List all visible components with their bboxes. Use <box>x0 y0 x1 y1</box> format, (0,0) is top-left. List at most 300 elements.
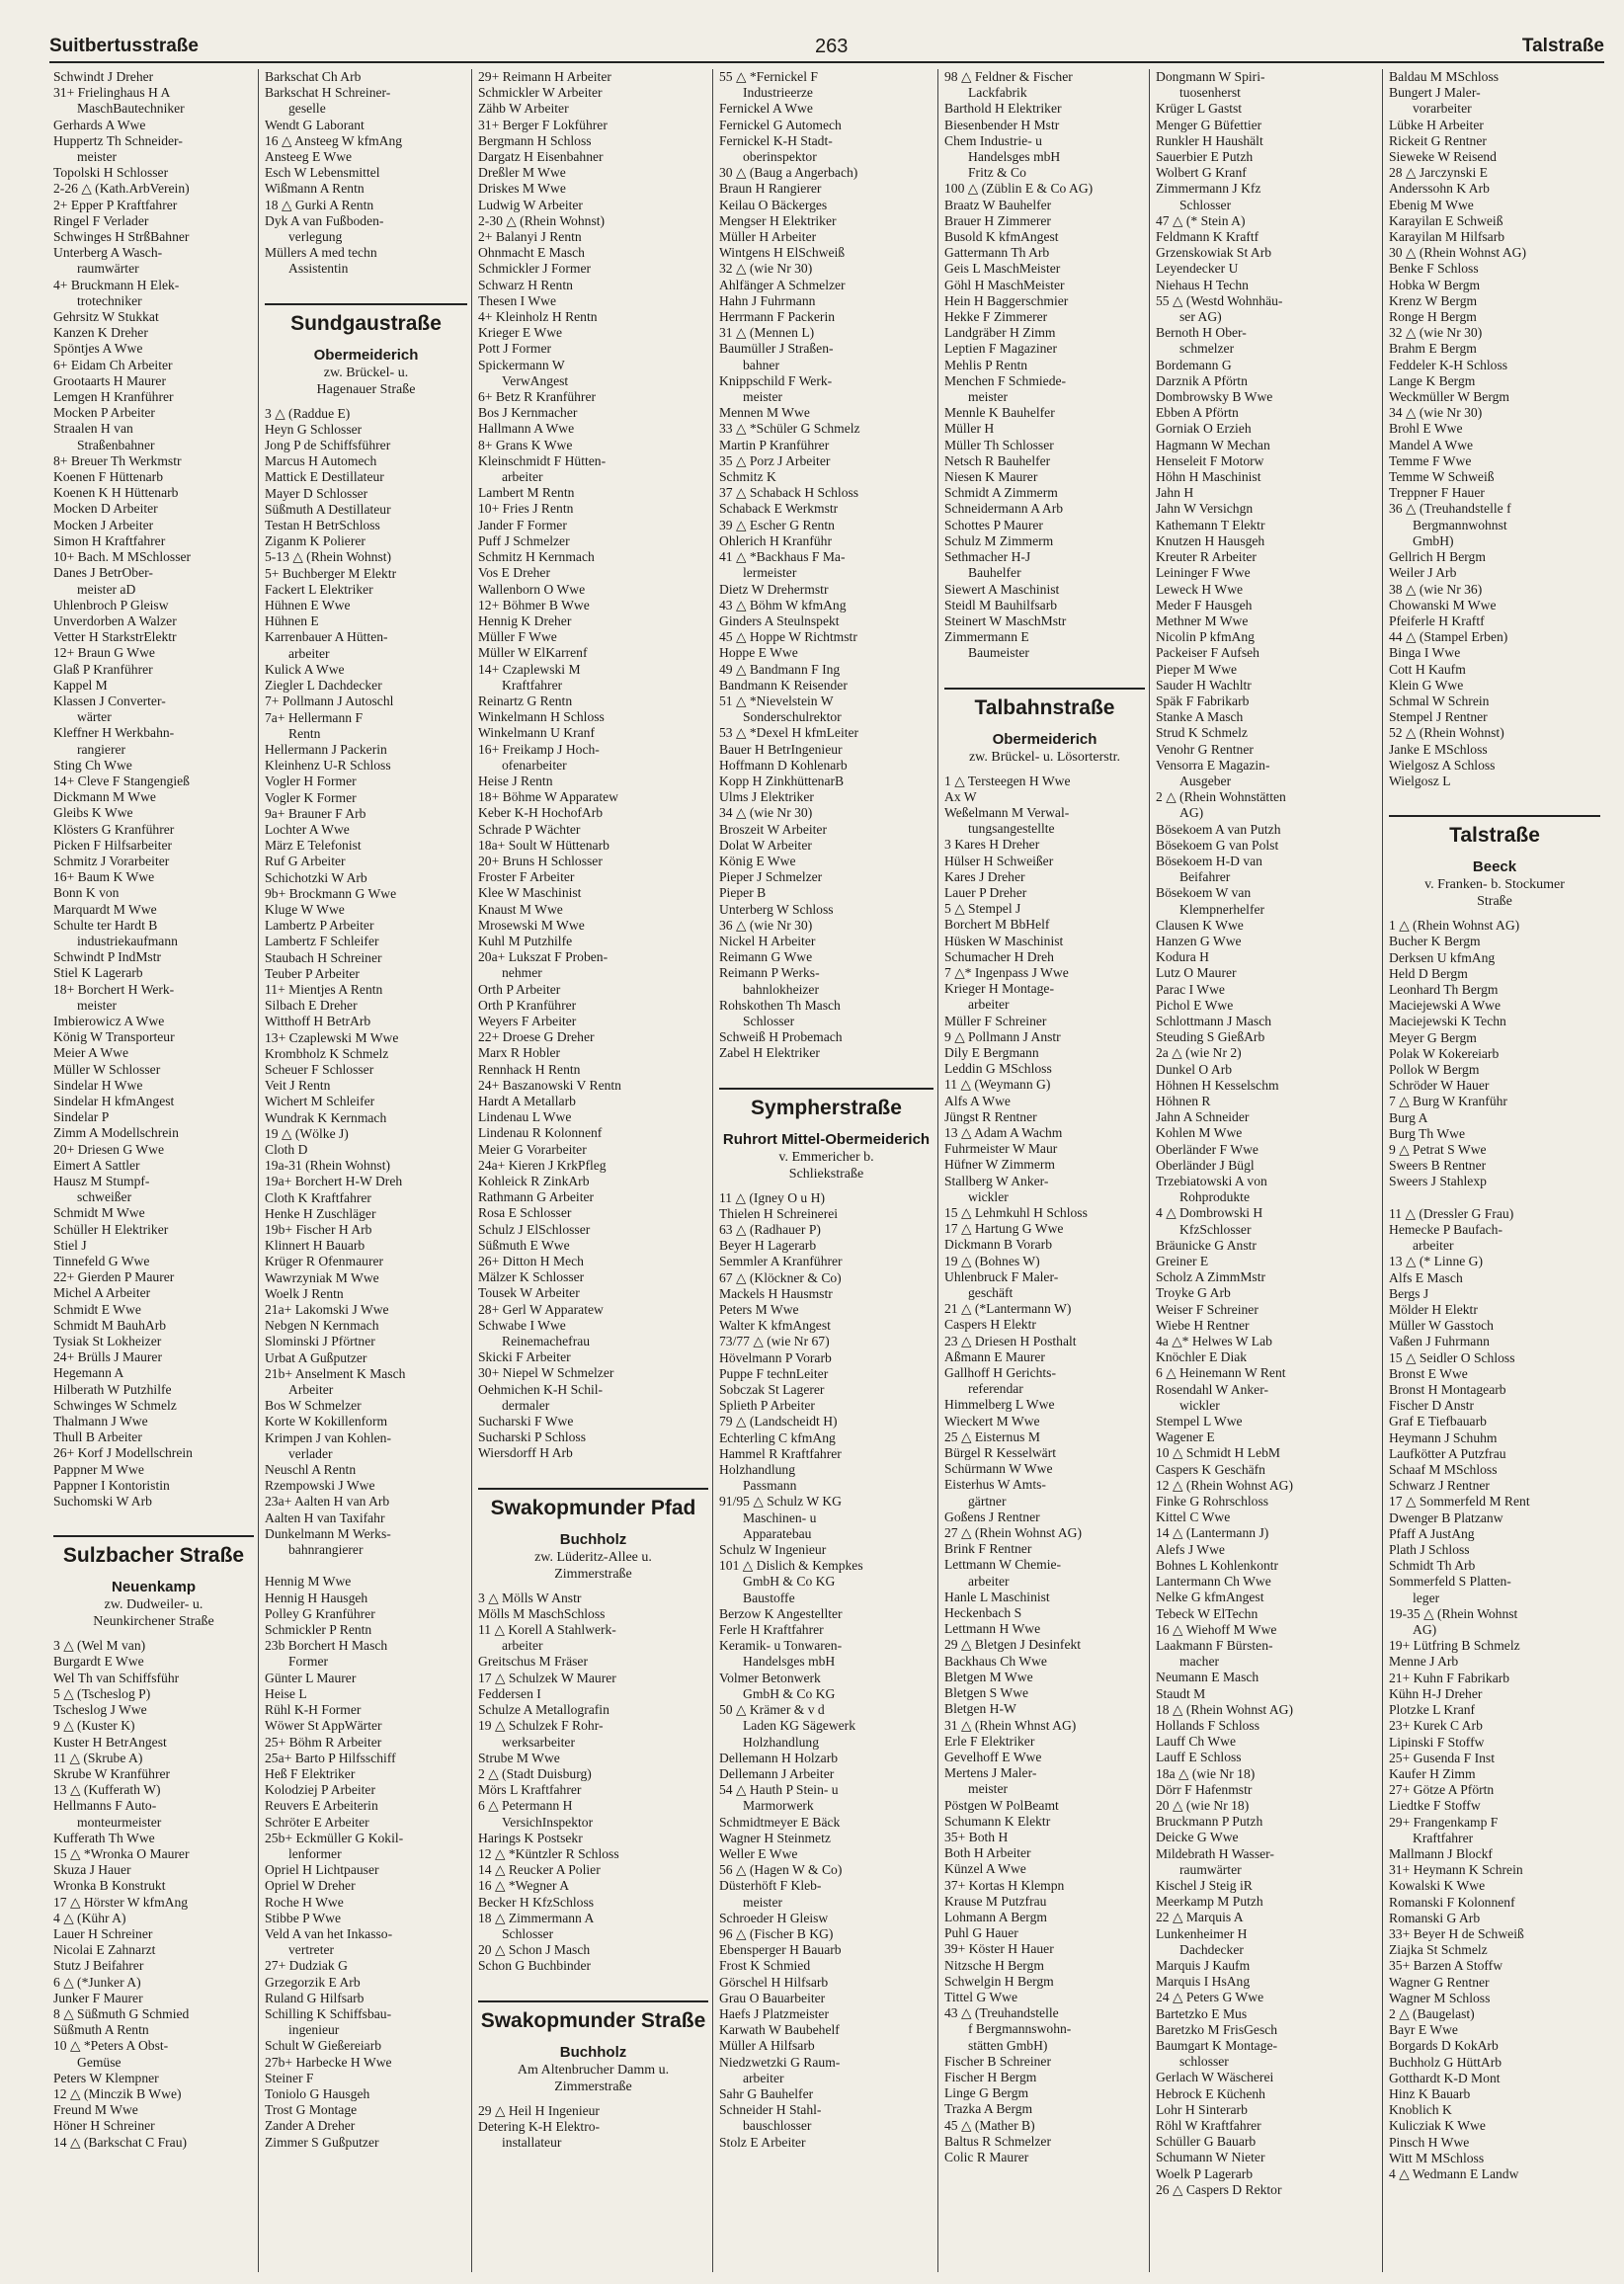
entry-line: 23 △ Driesen H Posthalt <box>944 1333 1077 1348</box>
entry-line: meister aD <box>77 581 136 597</box>
entry-line: 25+ Böhm R Arbeiter <box>265 1734 382 1750</box>
page-header <box>49 28 1604 61</box>
entry-line: Mackels H Hausmstr <box>719 1285 833 1301</box>
entry-line: Maciejewski A Wwe <box>1389 998 1502 1014</box>
entry-line: 44 △ (Stampel Erben) <box>1389 629 1508 645</box>
entry-line: 4 △ (Kühr A) <box>53 1910 126 1925</box>
entry-line: Froster F Arbeiter <box>478 869 575 885</box>
entry-line: Kulick A Wwe <box>265 661 345 677</box>
entry-line: Hövelmann P Vorarb <box>719 1349 832 1365</box>
entry-line: 31 △ (Mennen L) <box>719 325 815 341</box>
entry-line: Karrenbauer A Hütten- <box>265 629 388 645</box>
entry-line: Lochter A Wwe <box>265 821 350 837</box>
entry-line: Driskes M Wwe <box>478 181 566 197</box>
entry-line: Gehrsitz W Stukkat <box>53 309 159 325</box>
entry-line: 20 △ Schon J Masch <box>478 1942 591 1958</box>
entry-line: 3 △ (Wel M van) <box>53 1638 146 1654</box>
entry-line: Baumgart K Montage- <box>1156 2037 1278 2053</box>
entry-line: Burg Th Wwe <box>1389 1125 1466 1141</box>
entry-line: Krüger L Gastst <box>1156 101 1243 117</box>
entry-line: Rickeit G Rentner <box>1389 132 1487 148</box>
entry-line: 26+ Korf J Modellschrein <box>53 1445 193 1461</box>
entry-line: 6 △ (*Junker A) <box>53 1974 141 1990</box>
entry-line: Meier G Vorarbeiter <box>478 1141 587 1157</box>
entry-line: Hahn J Fuhrmann <box>719 292 816 308</box>
entry-line: Schwindt P IndMstr <box>53 949 162 965</box>
entry-line: 26+ Ditton H Mech <box>478 1254 584 1269</box>
entry-line: Buchholz G HüttArb <box>1389 2054 1502 2070</box>
entry-line: Ziegler L Dachdecker <box>265 678 382 693</box>
entry-line: Kreuter R Arbeiter <box>1156 549 1257 565</box>
entry-line: Hennig H Hausgeh <box>265 1590 368 1605</box>
entry-line: Müller H <box>944 421 995 437</box>
entry-line: Kittel C Wwe <box>1156 1509 1231 1525</box>
entry-line: Schlosser <box>743 1013 795 1028</box>
entry-line: März E Telefonist <box>265 838 362 854</box>
entry-line: bahnrangierer <box>288 1542 364 1558</box>
entry-line: 19 △ Schulzek F Rohr- <box>478 1718 604 1734</box>
entry-line: Sweers B Rentner <box>1389 1158 1487 1174</box>
entry-line: 4a △* Helwes W Lab <box>1156 1334 1272 1349</box>
entry-line: Ziajka St Schmelz <box>1389 1942 1488 1958</box>
entry-line: Bürgel R Kesselwärt <box>944 1445 1057 1461</box>
entry-line: Nebgen N Kernmach <box>265 1318 379 1334</box>
entry-line: Tebeck W ElTechn <box>1156 1605 1259 1621</box>
entry-line: 38 △ (wie Nr 36) <box>1389 581 1483 597</box>
entry-line: Schneider H Stahl- <box>719 2102 822 2118</box>
entry-line: 16 △ Wiehoff M Wwe <box>1156 1621 1277 1637</box>
entry-line: Niehaus H Techn <box>1156 277 1249 292</box>
entry-line: Dickmann B Vorarb <box>944 1237 1052 1253</box>
entry-line: Wagner H Steinmetz <box>719 1830 831 1845</box>
street-extent-line: zw. Dudweiler- u. <box>104 1597 203 1613</box>
entry-line: Colic R Maurer <box>944 2149 1029 2164</box>
entry-line: Walter K kfmAngest <box>719 1318 831 1334</box>
entry-line: meister <box>77 149 118 165</box>
entry-line: Eisterhus W Amts- <box>944 1477 1046 1493</box>
entry-line: Pappner M Wwe <box>53 1461 144 1477</box>
entry-line: 31 △ (Rhein Whnst AG) <box>944 1717 1077 1733</box>
entry-line: 13 △ (* Linne G) <box>1389 1254 1484 1269</box>
entry-line: Schmidt M BauhArb <box>53 1317 167 1333</box>
entry-line: Krüger R Ofenmaurer <box>265 1254 384 1269</box>
entry-line: Becker H KfzSchloss <box>478 1894 595 1910</box>
entry-line: Wendt G Laborant <box>265 117 365 132</box>
entry-line: Knoblich K <box>1389 2102 1452 2118</box>
entry-line: Sindelar H kfmAngest <box>53 1094 175 1108</box>
entry-line: Wronka B Konstrukt <box>53 1878 166 1894</box>
entry-line: Herrmann F Packerin <box>719 309 836 325</box>
entry-line: Wielgosz A Schloss <box>1389 757 1496 773</box>
entry-line: Volmer Betonwerk <box>719 1670 821 1685</box>
entry-line: Bösekoem G van Polst <box>1156 837 1279 853</box>
entry-line: Dellemann H Holzarb <box>719 1750 839 1765</box>
entry-line: MaschBautechniker <box>77 101 185 117</box>
entry-line: Ringel F Verlader <box>53 212 149 228</box>
entry-line: AG) <box>1413 1622 1437 1638</box>
entry-line: Grootaarts H Maurer <box>53 372 166 388</box>
entry-line: 2+ Epper P Kraftfahrer <box>53 197 178 212</box>
entry-line: Huppertz Th Schneider- <box>53 132 183 148</box>
entry-line: Baumüller J Straßen- <box>719 341 834 357</box>
entry-line: Teuber P Arbeiter <box>265 965 360 981</box>
entry-line: 28+ Gerl W Apparatew <box>478 1301 604 1317</box>
entry-line: Greitschus M Fräser <box>478 1654 588 1670</box>
entry-line: Borgards D KokArb <box>1389 2038 1499 2054</box>
entry-line: Alefs J Wwe <box>1156 1541 1225 1557</box>
entry-line: Steiner F <box>265 2070 314 2085</box>
entry-line: Barkschat Ch Arb <box>265 69 362 84</box>
entry-line: Müller A Hilfsarb <box>719 2038 815 2054</box>
entry-line: Temme F Wwe <box>1389 452 1472 468</box>
entry-line: Henke H Zuschläger <box>265 1205 376 1221</box>
entry-line: 22+ Gierden P Maurer <box>53 1269 175 1285</box>
entry-line: 45 △ (Mather B) <box>944 2117 1035 2133</box>
entry-line: Schwarz H Rentn <box>478 277 573 292</box>
entry-line: Kohlen M Wwe <box>1156 1125 1243 1141</box>
entry-line: Kluge W Wwe <box>265 901 345 917</box>
entry-line: 37+ Kortas H Klempn <box>944 1877 1065 1893</box>
entry-line: Kappel M <box>53 677 108 693</box>
entry-line: Heyn G Schlosser <box>265 421 363 437</box>
entry-line: Stempel J Rentner <box>1389 709 1488 725</box>
entry-line: Ferle H Kraftfahrer <box>719 1622 824 1638</box>
entry-line: 10 △ *Peters A Obst- <box>53 2038 169 2054</box>
entry-line: 15 △ Lehmkuhl H Schloss <box>944 1205 1088 1220</box>
entry-line: 100 △ (Züblin E & Co AG) <box>944 181 1094 197</box>
entry-line: Hennig K Dreher <box>478 612 572 628</box>
entry-line: 19 △ (Wölke J) <box>265 1125 349 1141</box>
entry-line: Biesenbender H Mstr <box>944 117 1060 132</box>
entry-line: Dellemann J Arbeiter <box>719 1765 835 1781</box>
entry-line: Lambert M Rentn <box>478 485 575 501</box>
entry-line: Günter L Maurer <box>265 1670 357 1685</box>
entry-line: Dietz W Drehermstr <box>719 581 829 597</box>
entry-line: 45 △ Hoppe W Richtmstr <box>719 629 857 645</box>
entry-line: Baldau M MSchloss <box>1389 69 1500 84</box>
entry-line: Stutz J Beifahrer <box>53 1958 144 1974</box>
entry-line: Müllers A med techn <box>265 245 377 261</box>
entry-line: 10 △ Schmidt H LebM <box>1156 1445 1280 1461</box>
entry-line: Schneidermann A Arb <box>944 501 1064 517</box>
entry-line: Wawrzyniak M Wwe <box>265 1269 379 1285</box>
entry-line: 19a-31 (Rhein Wohnst) <box>265 1158 391 1174</box>
street-extent-line: zw. Brückel- u. <box>323 365 409 380</box>
entry-line: Rühl K-H Former <box>265 1702 362 1718</box>
entry-line: Hallmann A Wwe <box>478 421 575 437</box>
entry-line: Mölls M MaschSchloss <box>478 1605 606 1621</box>
entry-line: Ruf G Arbeiter <box>265 854 346 869</box>
entry-line: referendar <box>968 1381 1023 1397</box>
entry-line: Puhl G Hauer <box>944 1925 1018 1941</box>
entry-line: Bucher K Bergm <box>1389 934 1481 949</box>
page-number: 263 <box>815 36 849 57</box>
entry-line: 19b+ Fischer H Arb <box>265 1222 372 1237</box>
entry-line: Tscheslog J Wwe <box>53 1702 147 1718</box>
entry-line: Freund M Wwe <box>53 2102 138 2118</box>
entry-line: Schmitz K <box>719 469 776 485</box>
entry-line: 18 △ Zimmermann A <box>478 1910 595 1925</box>
entry-line: Ebensperger H Bauarb <box>719 1942 842 1958</box>
entry-line: Lunkenheimer H <box>1156 1925 1248 1941</box>
entry-line: Vogler K Former <box>265 789 357 805</box>
entry-line: Ohlerich H Kranführ <box>719 532 832 548</box>
entry-line: GmbH) <box>1413 532 1454 548</box>
entry-line: Mallmann J Blockf <box>1389 1845 1493 1861</box>
entry-line: 7 △* Ingenpass J Wwe <box>944 964 1069 980</box>
entry-line: Grau O Bauarbeiter <box>719 1990 826 2005</box>
entry-line: Orth P Kranführer <box>478 997 577 1013</box>
entry-line: Braatz W Bauhelfer <box>944 197 1052 212</box>
entry-line: 20a+ Lukszat F Proben- <box>478 949 609 965</box>
entry-line: Lübke H Arbeiter <box>1389 117 1484 132</box>
entry-line: 54 △ Hauth P Stein- u <box>719 1782 839 1798</box>
entry-line: Schaback E Werkmstr <box>719 501 839 517</box>
entry-line: Berzow K Angestellter <box>719 1605 843 1621</box>
entry-line: Staubach H Schreiner <box>265 949 382 965</box>
entry-line: lenformer <box>288 1845 342 1861</box>
entry-line: Lambertz P Arbeiter <box>265 918 374 934</box>
entry-line: Kowalski K Wwe <box>1389 1878 1486 1894</box>
entry-line: Göhl H MaschMeister <box>944 277 1065 292</box>
entry-line: ofenarbeiter <box>502 757 567 773</box>
entry-line: Schottes P Maurer <box>944 517 1043 532</box>
entry-line: 29 △ Bletgen J Desinfekt <box>944 1637 1082 1653</box>
entry-line: Schmitz J Vorarbeiter <box>53 853 170 868</box>
entry-line: schmelzer <box>1179 341 1235 357</box>
entry-line: Schulz W Ingenieur <box>719 1542 827 1558</box>
entry-line: Gorniak O Erzieh <box>1156 421 1252 437</box>
entry-line: Krimpen J van Kohlen- <box>265 1429 391 1445</box>
entry-line: monteurmeister <box>77 1814 162 1830</box>
entry-line: Hagmann W Mechan <box>1156 437 1270 452</box>
entry-line: Landgräber H Zimm <box>944 325 1056 341</box>
entry-line: Vensorra E Magazin- <box>1156 757 1270 773</box>
entry-line: Aalten H van Taxifahr <box>265 1509 385 1525</box>
entry-line: Leyendecker U <box>1156 261 1239 277</box>
entry-line: arbeiter <box>502 469 543 485</box>
entry-line: 20+ Driesen G Wwe <box>53 1141 164 1157</box>
entry-line: Ronge H Bergm <box>1389 309 1477 325</box>
entry-line: Echterling C kfmAng <box>719 1429 836 1445</box>
entry-line: Holzhandlung <box>719 1462 796 1478</box>
entry-line: Heise J Rentn <box>478 773 553 788</box>
entry-line: Schon G Buchbinder <box>478 1958 592 1974</box>
entry-line: arbeiter <box>1413 1238 1454 1254</box>
entry-line: Kleinschmidt F Hütten- <box>478 452 607 468</box>
entry-line: Packeiser F Aufseh <box>1156 645 1259 661</box>
entry-line: Danes J BetrOber- <box>53 565 153 581</box>
street-extent <box>53 1596 254 1630</box>
entry-line: Stallberg W Anker- <box>944 1173 1049 1188</box>
entry-line: Koenen F Hüttenarb <box>53 469 163 485</box>
entry-line: 3 △ Mölls W Anstr <box>478 1590 582 1605</box>
entry-line: Schmidt E Wwe <box>53 1301 141 1317</box>
entry-line: 91/95 △ Schulz W KG <box>719 1494 842 1509</box>
entry-line: Liedtke F Stoffw <box>1389 1798 1481 1814</box>
entry-line: 29 △ Heil H Ingenieur <box>478 2102 600 2118</box>
entry-line: Kanzen K Dreher <box>53 325 148 341</box>
entry-line: 53 △ *Dexel H kfmLeiter <box>719 725 859 741</box>
district-name: Obermeiderich <box>992 730 1097 748</box>
entry-line: Dyk A van Fußboden- <box>265 212 384 228</box>
entry-line: Bösekoem H-D van <box>1156 853 1262 868</box>
entry-line: Gerlach W Wäscherei <box>1156 2070 1274 2085</box>
entry-line: Dunkelmann M Werks- <box>265 1525 391 1541</box>
entry-line: Kuhl M Putzhilfe <box>478 933 573 948</box>
street-extent-line: Hagenauer Straße <box>316 381 416 397</box>
entry-line: Marmorwerk <box>743 1798 814 1814</box>
entry-line: Beifahrer <box>1179 869 1231 885</box>
entry-line: bahnlokheizer <box>743 981 819 997</box>
entry-line: 1 △ Tersteegen H Wwe <box>944 773 1071 788</box>
entry-line: Ohnmacht E Masch <box>478 245 585 261</box>
entry-line: Rosendahl W Anker- <box>1156 1381 1268 1397</box>
entry-line: Höhnen H Kesselschm <box>1156 1077 1279 1093</box>
entry-line: Bayr E Wwe <box>1389 2022 1458 2038</box>
entry-line: 9 △ Pollmann J Anstr <box>944 1028 1061 1044</box>
entry-line: Broszeit W Arbeiter <box>719 821 827 837</box>
entry-line: Mörs L Kraftfahrer <box>478 1782 582 1798</box>
entry-line: Karayilan M Hilfsarb <box>1389 229 1505 245</box>
entry-line: Nicolai E Zahnarzt <box>53 1942 156 1958</box>
street-extent-line: v. Emmericher b. <box>778 1149 874 1165</box>
entry-line: 21 △ (*Lantermann W) <box>944 1301 1072 1317</box>
entry-line: 18+ Borchert H Werk- <box>53 981 175 997</box>
entry-line: Mehlis P Rentn <box>944 357 1028 372</box>
entry-line: Sommerfeld S Platten- <box>1389 1574 1511 1590</box>
entry-line: lermeister <box>743 565 797 581</box>
entry-line: Bronst H Montagearb <box>1389 1382 1506 1398</box>
entry-line: Chowanski M Wwe <box>1389 597 1497 612</box>
entry-line: Mocken J Arbeiter <box>53 517 154 532</box>
entry-line: Kühn H-J Dreher <box>1389 1685 1483 1701</box>
entry-line: Klassen J Converter- <box>53 693 166 708</box>
entry-line: Brink F Rentner <box>944 1541 1032 1557</box>
entry-line: Reimann G Wwe <box>719 949 813 965</box>
entry-line: 17 △ Hörster W kfmAng <box>53 1894 189 1910</box>
entry-line: Pott J Former <box>478 341 552 357</box>
entry-line: 101 △ Dislich & Kempkes <box>719 1558 863 1574</box>
street-extent-line: zw. Lüderitz-Allee u. <box>534 1549 652 1565</box>
entry-line: 36 △ (wie Nr 30) <box>719 917 813 933</box>
column-5 <box>940 69 1150 2272</box>
entry-line: 29+ Reimann H Arbeiter <box>478 69 611 84</box>
entry-line: König W Transporteur <box>53 1029 175 1045</box>
entry-line: Laden KG Sägewerk <box>743 1718 855 1734</box>
entry-line: Braun H Rangierer <box>719 181 822 197</box>
entry-line: Laakmann F Bürsten- <box>1156 1637 1273 1653</box>
entry-line: wickler <box>1179 1397 1220 1413</box>
entry-line: 33+ Beyer H de Schweiß <box>1389 1925 1524 1941</box>
entry-line: Bungert J Maler- <box>1389 85 1481 101</box>
entry-line: Schwindt J Dreher <box>53 69 154 84</box>
entry-line: Schulze A Metallografin <box>478 1702 609 1718</box>
entry-line: Erle F Elektriker <box>944 1733 1035 1749</box>
entry-line: 2 △ (Rhein Wohnstätten <box>1156 789 1286 805</box>
entry-line: 25+ Gusenda F Inst <box>1389 1750 1495 1765</box>
entry-line: Spickermann W <box>478 357 565 372</box>
entry-line: Schwelgin H Bergm <box>944 1973 1054 1989</box>
entry-line: 23a+ Aalten H van Arb <box>265 1494 390 1509</box>
entry-line: Marquis I HsAng <box>1156 1974 1251 1990</box>
entry-line: Meier A Wwe <box>53 1045 129 1061</box>
entry-line: Sieweke W Reisend <box>1389 149 1497 165</box>
entry-line: Höner H Schreiner <box>53 2118 155 2134</box>
entry-line: Keramik- u Tonwaren- <box>719 1638 843 1654</box>
entry-line: Schweiß H Probemach <box>719 1029 843 1045</box>
entry-line: 14 △ (Lantermann J) <box>1156 1525 1269 1541</box>
entry-line: Haefs J Platzmeister <box>719 2005 829 2021</box>
entry-line: Wagner M Schloss <box>1389 1990 1491 2005</box>
entry-line: ser AG) <box>1179 309 1222 325</box>
entry-line: Kaufer H Zimm <box>1389 1765 1476 1781</box>
entry-line: 25b+ Eckmüller G Kokil- <box>265 1830 404 1845</box>
entry-line: Ebben A Pförtn <box>1156 405 1239 421</box>
entry-line <box>1389 1190 1600 1206</box>
entry-line: Bletgen H-W <box>944 1701 1016 1717</box>
entry-line: 19 △ (Bohnes W) <box>944 1253 1040 1268</box>
street-heading: Talstraße <box>1389 815 1600 853</box>
entry-line: ingenieur <box>288 2022 340 2038</box>
entry-line: meister <box>968 389 1009 405</box>
entry-line: Lindenau L Wwe <box>478 1109 572 1125</box>
entry-line: Strube M Wwe <box>478 1750 560 1765</box>
entry-line: Industrieerze <box>743 85 813 101</box>
entry-line: Slominski J Pförtner <box>265 1334 375 1349</box>
entry-line: arbeiter <box>968 1573 1010 1589</box>
entry-line: Lutz O Maurer <box>1156 965 1237 981</box>
entry-line: 24 △ Peters G Wwe <box>1156 1990 1264 2005</box>
entry-line: Oberländer F Wwe <box>1156 1141 1259 1157</box>
entry-line: Mrosewski M Wwe <box>478 917 585 933</box>
entry-line: 4+ Bruckmann H Elek- <box>53 277 180 292</box>
entry-line: Sobczak St Lagerer <box>719 1382 825 1398</box>
entry-line: Handelsges mbH <box>968 149 1061 165</box>
entry-line: Strud K Schmelz <box>1156 725 1248 741</box>
entry-line: Krieger H Montage- <box>944 981 1054 997</box>
entry-line: Heß F Elektriker <box>265 1765 356 1781</box>
entry-line: Troyke G Arb <box>1156 1285 1231 1301</box>
entry-line: 7a+ Hellermann F <box>265 709 364 725</box>
entry-line: Kraftfahrer <box>502 677 563 693</box>
district-name: Beeck <box>1472 858 1517 876</box>
entry-line: 1 △ (Rhein Wohnst AG) <box>1389 918 1520 934</box>
entry-line: Klein G Wwe <box>1389 677 1464 693</box>
entry-line: schweißer <box>77 1189 132 1205</box>
header-street-left: Suitbertusstraße <box>49 36 199 56</box>
entry-line: Bösekoem W van <box>1156 885 1252 901</box>
entry-line: Hüsken W Maschinist <box>944 933 1064 948</box>
entry-line: Jong P de Schiffsführer <box>265 438 391 453</box>
entry-line: Neumann E Masch <box>1156 1670 1259 1685</box>
entry-line: Plotzke L Kranf <box>1389 1702 1476 1718</box>
entry-line: wickler <box>968 1188 1009 1204</box>
entry-line: Veit J Rentn <box>265 1078 331 1094</box>
entry-line: Wieckert M Wwe <box>944 1413 1040 1428</box>
entry-line: Harings K Postsekr <box>478 1830 583 1845</box>
entry-line: 2+ Balanyi J Rentn <box>478 229 582 245</box>
entry-line: 12+ Braun G Wwe <box>53 645 155 661</box>
entry-line: 12 △ (Minczik B Wwe) <box>53 2085 182 2101</box>
entry-line: Opriel W Dreher <box>265 1878 356 1894</box>
entry-line: Finke G Rohrschloss <box>1156 1494 1269 1509</box>
entry-line: Bergs J <box>1389 1285 1429 1301</box>
entry-line: Lackfabrik <box>968 85 1027 101</box>
entry-line: Ahlfänger A Schmelzer <box>719 277 846 292</box>
entry-line: Jander F Former <box>478 517 567 532</box>
entry-line: 9 △ (Kuster K) <box>53 1718 135 1734</box>
